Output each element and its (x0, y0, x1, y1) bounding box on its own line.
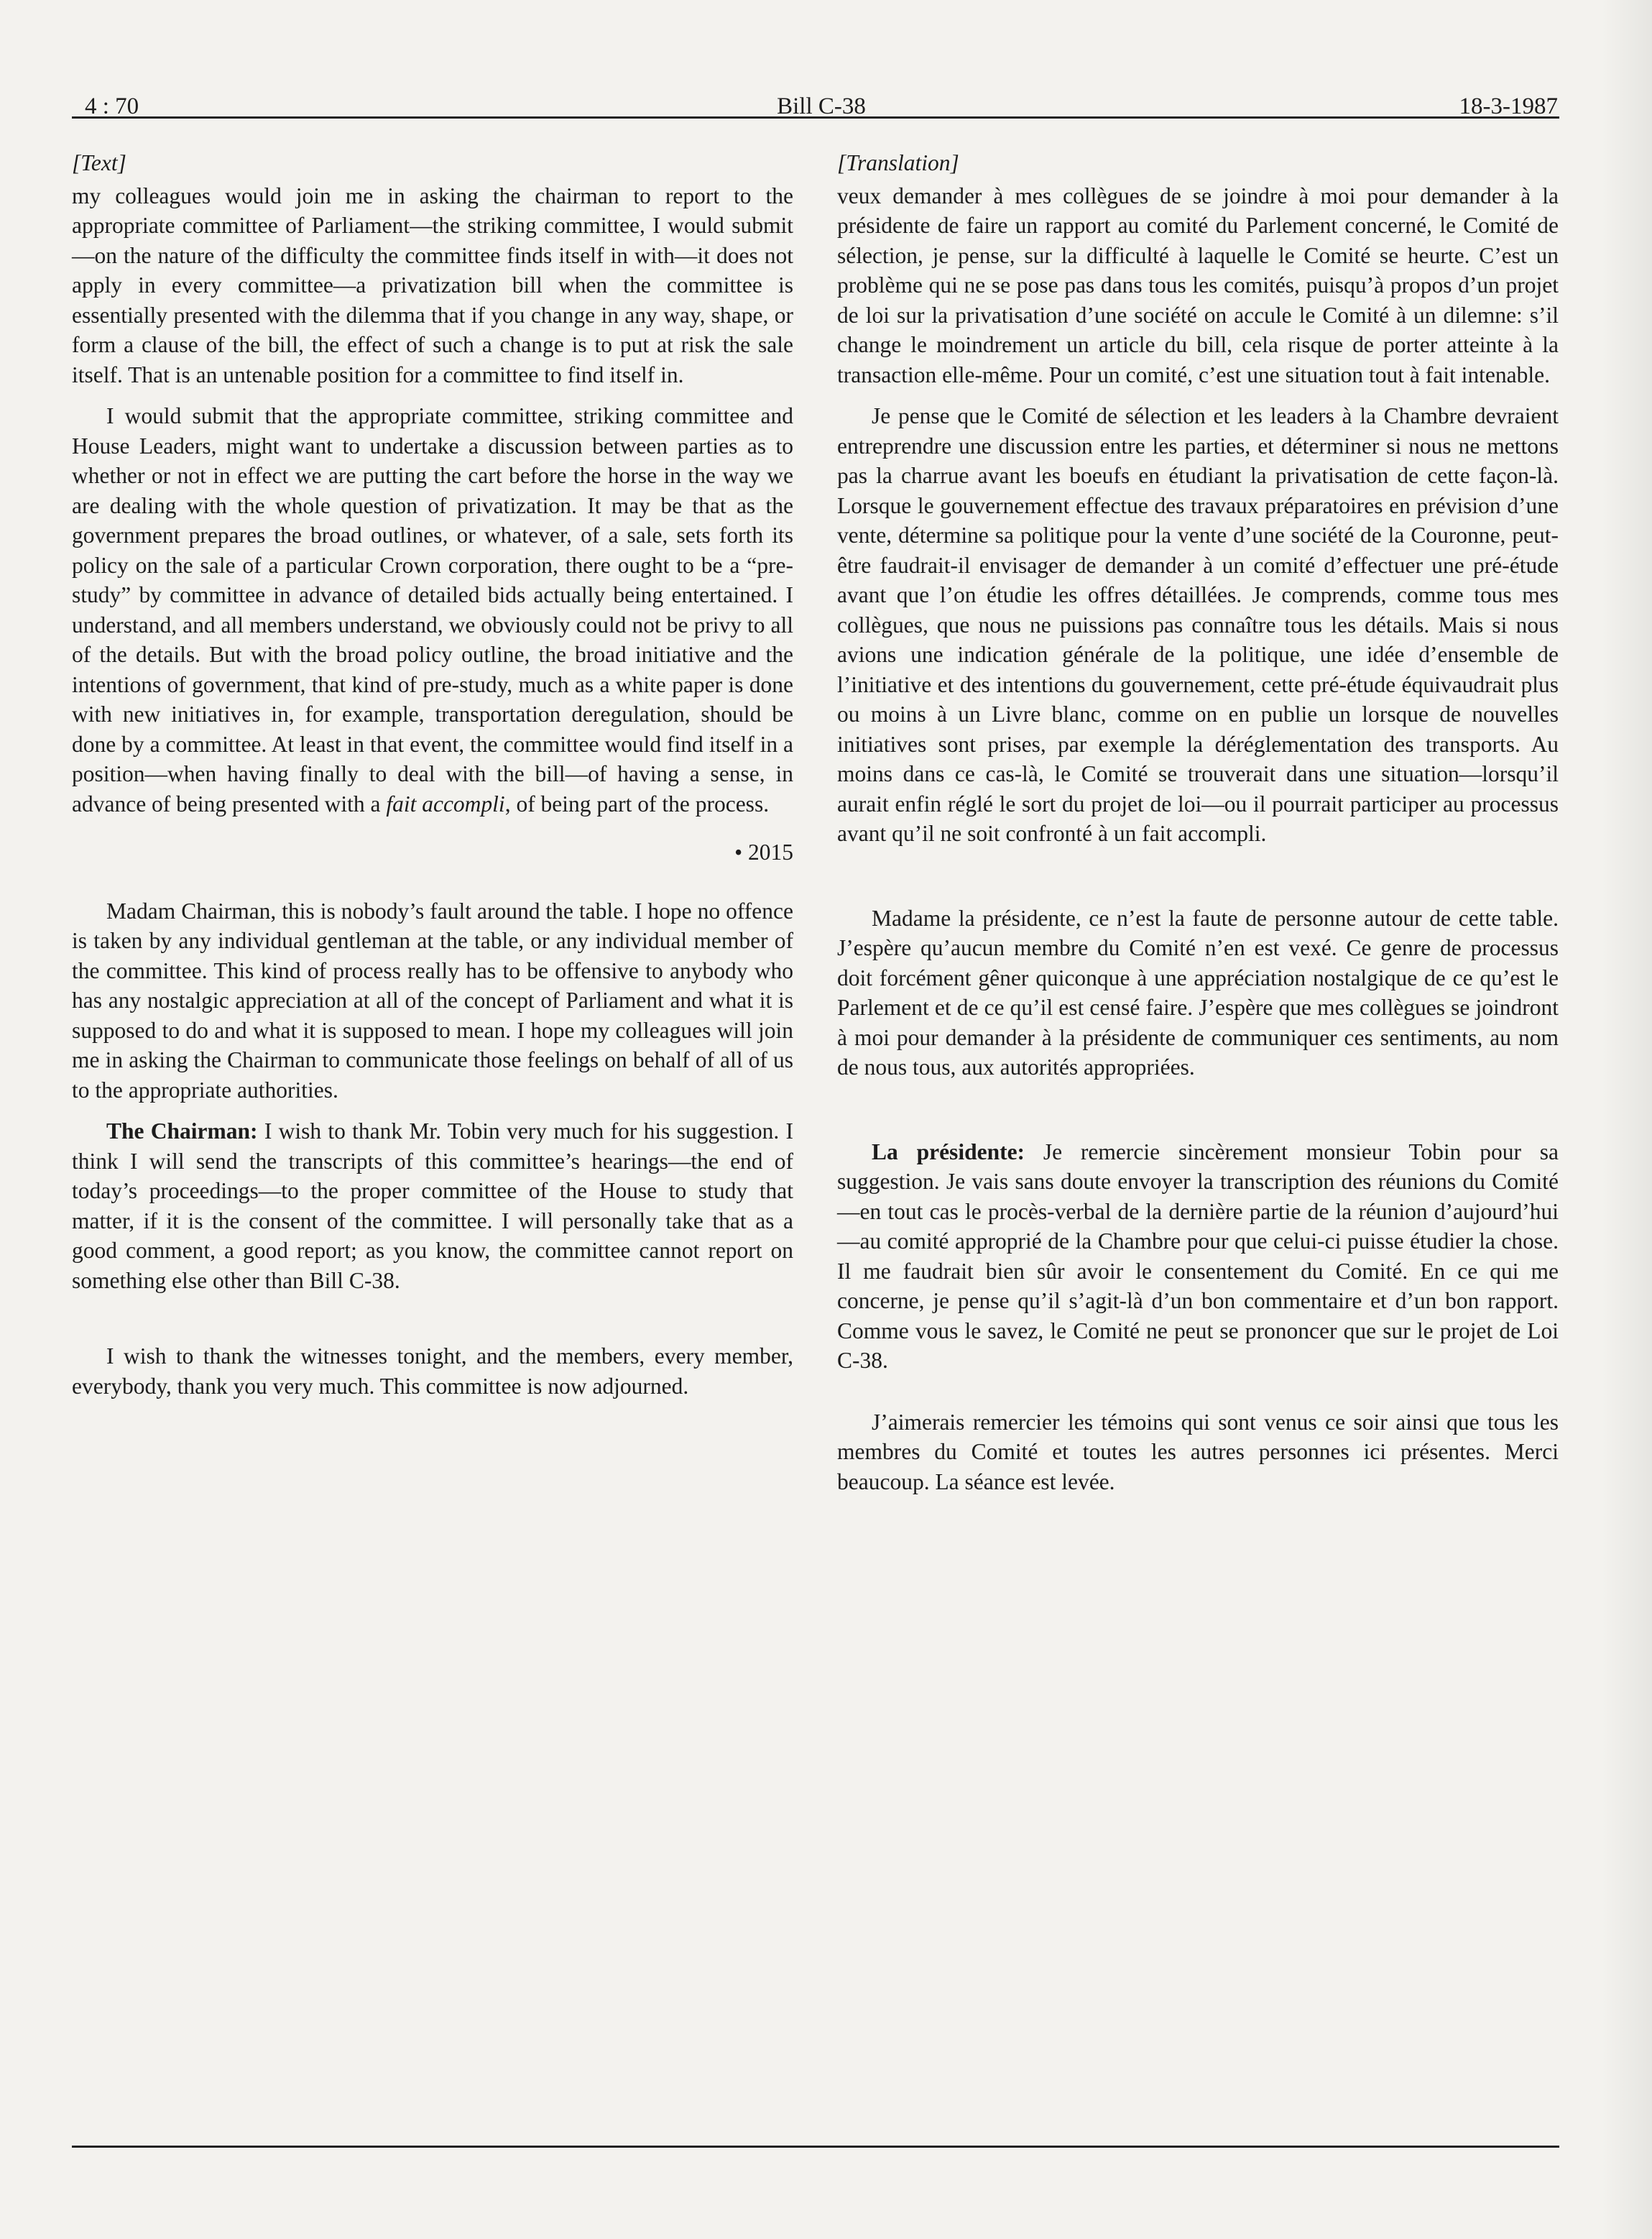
paragraph: Je pense que le Comité de sélection et les leaders à la Chambre devraient entreprendre une discussion entre les parties, et déterminer si nous ne mettons pas la charrue avant les boeufs en étudiant la privatisation de cette façon-là. Lorsque le gouvernement effectue des travaux préparatoires en prévision d’une vente, détermine sa politique pour la vente d’une société de la Couronne, peut-être faudrait-il envisager de demander à un comité d’effectuer une pré-étude avant que l’on étudie les offres détaillées. Je comprends, comme tous mes collègues, que nous ne puissions pas connaître tous les détails. Mais si nous avions une indication générale de la politique, une idée d’ensemble de l’initiative et des intentions du gouvernement, cette pré-étude équivaudrait plus ou moins à un Livre blanc, comme on en publie un lorsque de nouvelles initiatives sont prises, par exemple la déréglementation des transports. Au moins dans ce cas-là, le Comité se trouverait dans une situation—lorsqu’il aurait enfin réglé le sort du projet de loi—ou il pourrait participer au processus avant qu’il ne soit confronté à un fait accompli. (837, 403, 1559, 846)
paragraph (72, 1116, 793, 1295)
paragraph-text: , of being part of the process. (504, 791, 770, 817)
bill-title: Bill C-38 (777, 93, 866, 119)
paragraph-text: I wish to thank Mr. Tobin very much for his suggestion. I think I will send the transcripts of this committee’s hearings—the end of today’s proceedings—to the proper committee of the House to study that matter, if it is the consent of the committee. I will personally take that as a good comment, a good report; as you know, the committee cannot report on something else other than Bill C-38. (72, 1118, 794, 1293)
english-column (72, 148, 793, 1412)
paragraph: I wish to thank the witnesses tonight, and the members, every member, everybody, thank you very much. This committee is now adjourned. (72, 1343, 793, 1399)
spacer (837, 1387, 1559, 1407)
text-label: [Text] (72, 150, 126, 175)
time-marker: • 2015 (734, 840, 793, 865)
speaker-name: The Chairman: (106, 1118, 258, 1144)
page-date: 18-3-1987 (1459, 93, 1558, 119)
speaker-name: La présidente: (872, 1139, 1025, 1164)
spacer (837, 860, 1559, 904)
page-header (85, 85, 1558, 128)
paragraph-text: Je remercie sincèrement monsieur Tobin pour sa suggestion. Je vais sans doute envoyer la transcription des réunions du Comité—en tout cas le procès-verbal de la dernière partie de la réunion d’aujourd’hui—au comité approprié de la Chambre pour que celui-ci puisse étudier la chose. Il me faudrait bien sûr avoir le consentement du Comité. En ce qui me concerne, je pense qu’il s’agit-là d’un bon commentaire et d’un bon rapport. Comme vous le savez, le Comité ne peut se prononcer que sur le projet de Loi C-38. (837, 1139, 1559, 1373)
paragraph: veux demander à mes collègues de se joindre à moi pour demander à la présidente de faire un rapport au comité du Parlement concerné, le Comité de sélection, je pense, sur la difficulté à laquelle le Comité se heurte. C’est un problème qui ne se pose pas dans tous les comités, puisqu’à propos d’un projet de loi sur la privatisation d’une société on accule le Comité à un dilemne: s’il change le moindrement un article du bill, cela risque de porter atteinte à la transaction elle-même. Pour un comité, c’est une situation tout à fait intenable. (837, 183, 1559, 387)
paragraph: J’aimerais remercier les témoins qui sont venus ce soir ainsi que tous les membres du Comité et toutes les autres personnes ici présentes. Merci beaucoup. La séance est levée. (837, 1409, 1559, 1494)
translation-label: [Translation] (837, 150, 959, 175)
french-column (837, 148, 1559, 1508)
spacer (72, 1307, 793, 1341)
paragraph: my colleagues would join me in asking the chairman to report to the appropriate committee of Parliament—the striking committee, I would submit—on the nature of the difficulty the committee finds itself in with—it does not apply in every committee—a privatization bill when the committee is essentially presented with the dilemma that if you change in any way, shape, or form a clause of the bill, the effect of such a change is to put at risk the sale itself. That is an untenable position for a committee to find itself in. (72, 183, 793, 387)
page-edge-shadow (1602, 0, 1652, 2239)
paragraph (72, 401, 793, 819)
paragraph: Madame la présidente, ce n’est la faute de personne autour de cette table. J’espère qu’aucun membre du Comité n’en est vexé. Ce genre de processus doit forcément gêner quiconque à une appréciation nostalgique de ce qu’est le Parlement et de ce qu’il est censé faire. J’espère que mes collègues se joindront à moi pour demander à la présidente de communiquer ces sentiments, au nom de nous tous, aux autorités appropriées. (837, 905, 1559, 1080)
paragraph: Madam Chairman, this is nobody’s fault around the table. I hope no offence is taken by any individual gentleman at the table, or any individual member of the committee. This kind of process really has to be offensive to anybody who has any nostalgic appreciation at all of the concept of Parliament and what it is supposed to do and what it is supposed to mean. I hope my colleagues will join me in asking the Chairman to communicate those feelings on behalf of all of us to the appropriate authorities. (72, 898, 793, 1103)
paragraph (837, 1137, 1559, 1376)
header-rule (72, 116, 1559, 119)
page-number: 4 : 70 (85, 93, 139, 119)
footer-rule (72, 2146, 1559, 2148)
italic-phrase: fait accompli (386, 791, 505, 817)
paragraph-text: I would submit that the appropriate committee, striking committee and House Leaders, might want to undertake a discussion between parties as to whether or not in effect we are putting the cart before the horse in the way we are dealing with the whole question of privatization. It may be that as the government prepares the broad outlines, or whatever, of a sale, sets forth its policy on the sale of a particular Crown corporation, there ought to be a “pre-study” by committee in advance of detailed bids actually being entertained. I understand, and all members understand, we obviously could not be privy to all of the details. But with the broad policy outline, the broad initiative and the intentions of government, that kind of pre-study, much as a white paper is done with new initiatives in, for example, transportation deregulation, should be done by a committee. At least in that event, the committee would find itself in a position—when having finally to deal with the bill—of having a sense, in advance of being presented with a (72, 403, 793, 817)
spacer (837, 1094, 1559, 1137)
